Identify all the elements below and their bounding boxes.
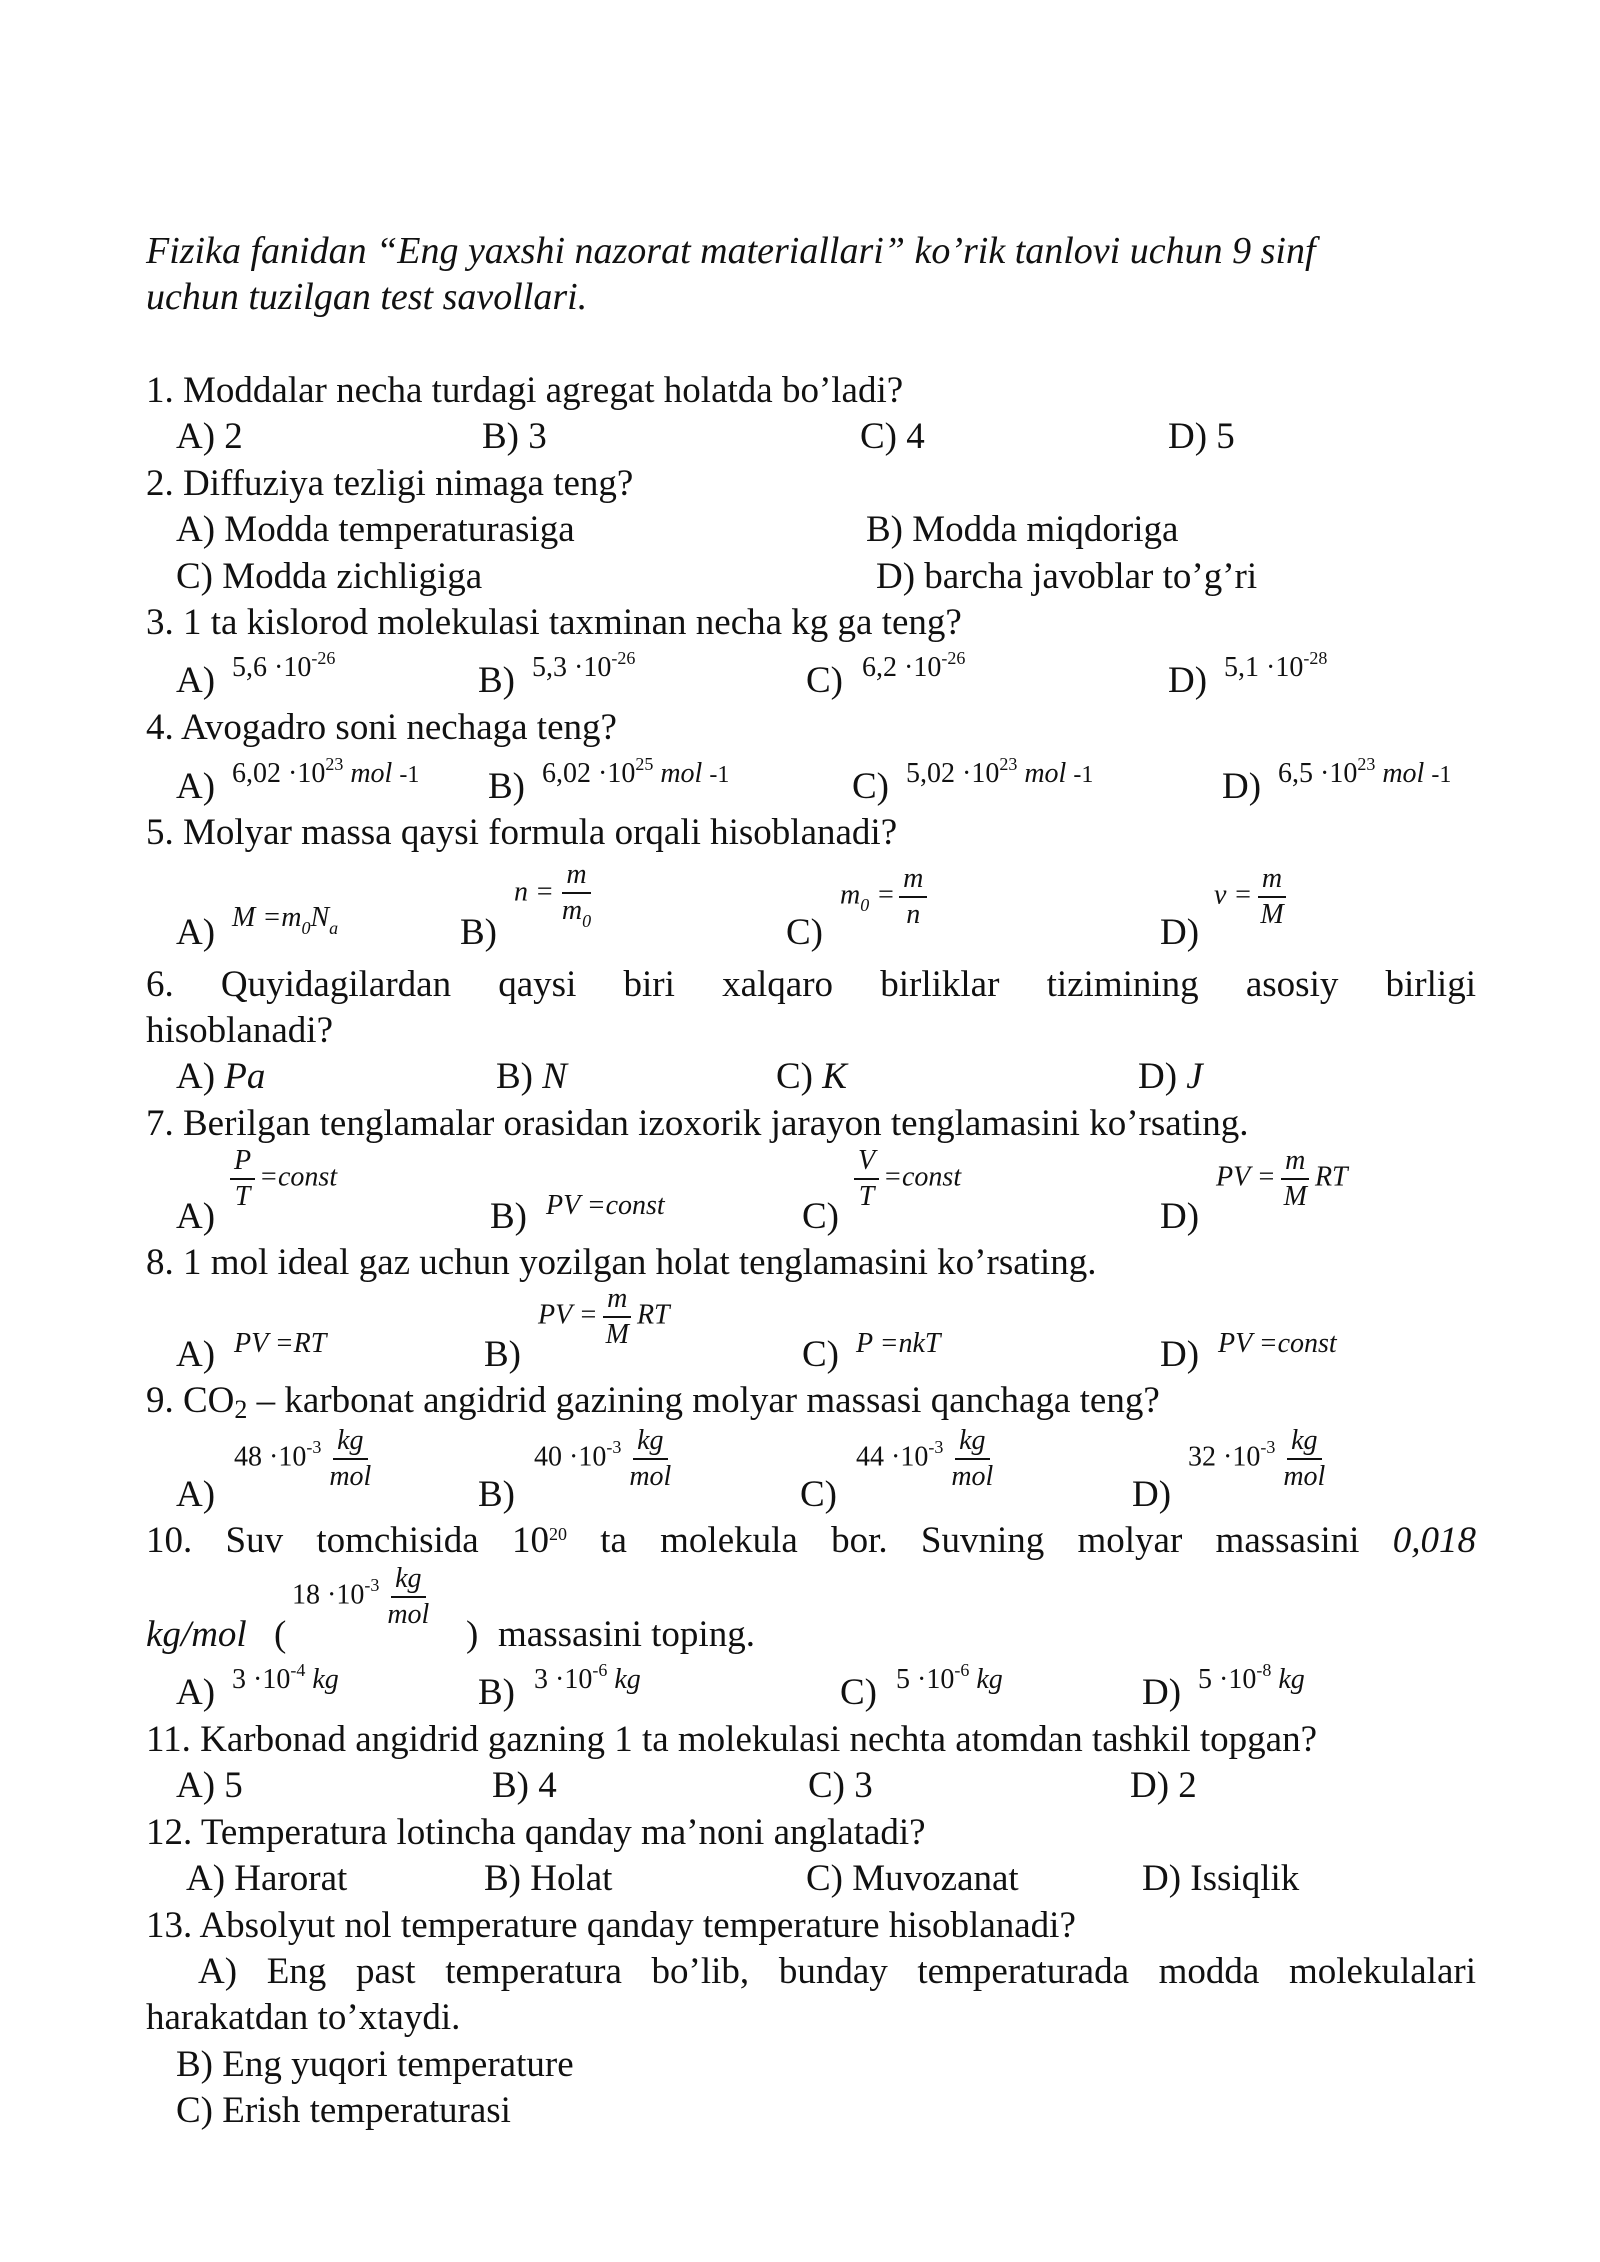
q7-option-a-formula: $\frac{P}{T}$ =const: [226, 1144, 337, 1214]
q10-paren-close: ): [466, 1614, 479, 1655]
question-11: 11. Karbonad angidrid gazning 1 ta molekulasi nechta atomdan tashkil topgan?: [146, 1719, 1317, 1760]
question-6-line-2: hisoblanadi?: [146, 1010, 334, 1051]
q6-option-d: D) J: [1138, 1056, 1203, 1097]
q8-option-c-label: C): [802, 1334, 839, 1375]
q3-option-b-label: B): [478, 660, 515, 701]
q3-option-d-value: $5,1 \cdot 10^{-28}$: [1224, 648, 1328, 683]
intro-line-1: Fizika fanidan “Eng yaxshi nazorat materiallari” ko’rik tanlovi uchun 9 sinf: [146, 230, 1316, 272]
question-2: 2. Diffuziya tezligi nimaga teng?: [146, 463, 634, 504]
question-12: 12. Temperatura lotincha qanday ma’noni anglatadi?: [146, 1812, 926, 1853]
question-13: 13. Absolyut nol temperature qanday temperature hisoblanadi?: [146, 1905, 1076, 1946]
question-7: 7. Berilgan tenglamalar orasidan izoxorik jarayon tenglamasini ko’rsating.: [146, 1103, 1249, 1144]
q4-option-c-value: $5,02 \cdot 10^{23}$ mol -1: [906, 754, 1094, 789]
q6-option-c: C) K: [776, 1056, 847, 1097]
q8-option-b-formula: PV = $\frac{m}{M}$ RT: [538, 1283, 670, 1350]
q12-option-d: D) Issiqlik: [1142, 1858, 1300, 1899]
q10-option-b-value: $3 \cdot 10^{-6}$ kg: [534, 1660, 641, 1695]
question-6-line-1: 6. Quyidagilardan qaysi biri xalqaro birliklar tizimining asosiy birligi: [146, 964, 1476, 1005]
question-9: 9. CO2 – karbonat angidrid gazining molyar massasi qanchaga teng?: [146, 1380, 1160, 1424]
question-10-line-1: 10. Suv tomchisida $10^{20}$ ta molekula bor. Suvning molyar massasini 0,018: [146, 1520, 1476, 1561]
q10-tail: massasini toping.: [498, 1614, 755, 1655]
q2-option-b: B) Modda miqdoriga: [866, 509, 1179, 550]
q10-kgmol: kg/mol: [146, 1614, 247, 1655]
q8-option-d-formula: PV =const: [1218, 1328, 1337, 1359]
q2-option-a: A) Modda temperaturasiga: [176, 509, 575, 550]
q5-option-b-formula: n = $\frac{m}{m_0}$: [514, 859, 592, 931]
question-5: 5. Molyar massa qaysi formula orqali hisoblanadi?: [146, 812, 898, 853]
q9-option-b-value: $40 \cdot 10^{-3}$ $\frac{kg}{\text{mol}}$: [534, 1425, 672, 1492]
q9-option-c-label: C): [800, 1474, 837, 1515]
q5-option-b-label: B): [460, 912, 497, 953]
q11-option-d: D) 2: [1130, 1765, 1197, 1806]
q8-option-c-formula: P =nkT: [856, 1328, 941, 1359]
q1-option-b: B) 3: [482, 416, 547, 457]
q8-option-d-label: D): [1160, 1334, 1200, 1375]
q13-option-b: B) Eng yuqori temperature: [176, 2044, 574, 2085]
q7-option-a-label: A): [176, 1196, 216, 1237]
q9-option-d-value: $32 \cdot 10^{-3}$ $\frac{kg}{\text{mol}}$: [1188, 1425, 1326, 1492]
q3-option-c-label: C): [806, 660, 843, 701]
q11-option-b: B) 4: [492, 1765, 557, 1806]
q5-option-a-formula: $M =m_0N_a$: [232, 902, 339, 938]
q9-option-a-label: A): [176, 1474, 216, 1515]
q3-option-d-label: D): [1168, 660, 1208, 701]
q4-option-c-label: C): [852, 766, 889, 807]
q7-option-d-formula: PV = $\frac{m}{M}$ RT: [1216, 1145, 1348, 1212]
q13-option-c: C) Erish temperaturasi: [176, 2090, 511, 2131]
q12-option-b: B) Holat: [484, 1858, 613, 1899]
q12-option-a: A) Harorat: [186, 1858, 348, 1899]
question-4: 4. Avogadro soni nechaga teng?: [146, 707, 617, 748]
q4-option-a-label: A): [176, 766, 216, 807]
question-8: 8. 1 mol ideal gaz uchun yozilgan holat tenglamasini ko’rsating.: [146, 1242, 1097, 1283]
q7-option-d-label: D): [1160, 1196, 1200, 1237]
q10-option-d-value: $5 \cdot 10^{-8}$ kg: [1198, 1660, 1305, 1695]
q11-option-a: A) 5: [176, 1765, 243, 1806]
q9-option-b-label: B): [478, 1474, 515, 1515]
q7-option-c-label: C): [802, 1196, 839, 1237]
q4-option-b-value: $6,02 \cdot 10^{25}$ mol -1: [542, 754, 730, 789]
q1-option-c: C) 4: [860, 416, 925, 457]
q8-option-a-label: A): [176, 1334, 216, 1375]
q13-option-a-line-1: A) Eng past temperatura bo’lib, bunday temperaturada modda molekulalari: [198, 1951, 1476, 1992]
q3-option-b-value: $5,3 \cdot 10^{-26}$: [532, 648, 636, 683]
q10-paren-open: (: [274, 1614, 287, 1655]
q4-option-d-value: $6,5 \cdot 10^{23}$ mol -1: [1278, 754, 1452, 789]
q3-option-a-value: $5,6 \cdot 10^{-26}$: [232, 648, 336, 683]
q3-option-c-value: $6,2 \cdot 10^{-26}$: [862, 648, 966, 683]
q5-option-a-label: A): [176, 912, 216, 953]
q5-option-d-formula: ν = $\frac{m}{M}$: [1214, 862, 1292, 932]
q1-option-d: D) 5: [1168, 416, 1235, 457]
question-1: 1. Moddalar necha turdagi agregat holatda bo’ladi?: [146, 370, 904, 411]
q6-option-b: B) N: [496, 1056, 567, 1097]
q5-option-d-label: D): [1160, 912, 1200, 953]
q10-option-a-value: $3 \cdot 10^{-4}$ kg: [232, 1660, 339, 1695]
question-3: 3. 1 ta kislorod molekulasi taxminan necha kg ga teng?: [146, 602, 962, 643]
q10-option-a-label: A): [176, 1672, 216, 1713]
q9-option-c-value: $44 \cdot 10^{-3}$ $\frac{kg}{\text{mol}}$: [856, 1425, 994, 1492]
q8-option-b-label: B): [484, 1334, 521, 1375]
q6-option-a: A) Pa: [176, 1056, 266, 1097]
q7-option-b-label: B): [490, 1196, 527, 1237]
q10-option-c-label: C): [840, 1672, 877, 1713]
q3-option-a-label: A): [176, 660, 216, 701]
q2-option-d: D) barcha javoblar to’g’ri: [876, 556, 1258, 597]
q12-option-c: C) Muvozanat: [806, 1858, 1019, 1899]
q7-option-b-formula: PV =const: [546, 1190, 665, 1221]
q7-option-c-formula: $\frac{V}{T}$ =const: [850, 1144, 961, 1214]
q2-option-c: C) Modda zichligiga: [176, 556, 483, 597]
q5-option-c-formula: $m_0$ = $\frac{m}{n}$: [840, 862, 931, 932]
intro-line-2: uchun tuzilgan test savollari.: [146, 276, 588, 318]
q1-option-a: A) 2: [176, 416, 243, 457]
q9-option-a-value: $48 \cdot 10^{-3}$ $\frac{kg}{\text{mol}}$: [234, 1425, 372, 1492]
q4-option-d-label: D): [1222, 766, 1262, 807]
q13-option-a-line-2: harakatdan to’xtaydi.: [146, 1997, 461, 2038]
q10-option-b-label: B): [478, 1672, 515, 1713]
q10-option-c-value: $5 \cdot 10^{-6}$ kg: [896, 1660, 1003, 1695]
q10-inner-value: $18 \cdot 10^{-3}$ $\frac{kg}{\text{mol}}$: [292, 1563, 430, 1630]
q8-option-a-formula: PV =RT: [234, 1328, 327, 1359]
q10-option-d-label: D): [1142, 1672, 1182, 1713]
q5-option-c-label: C): [786, 912, 823, 953]
q9-option-d-label: D): [1132, 1474, 1172, 1515]
q4-option-b-label: B): [488, 766, 525, 807]
q4-option-a-value: $6,02 \cdot 10^{23}$ mol -1: [232, 754, 420, 789]
q11-option-c: C) 3: [808, 1765, 873, 1806]
